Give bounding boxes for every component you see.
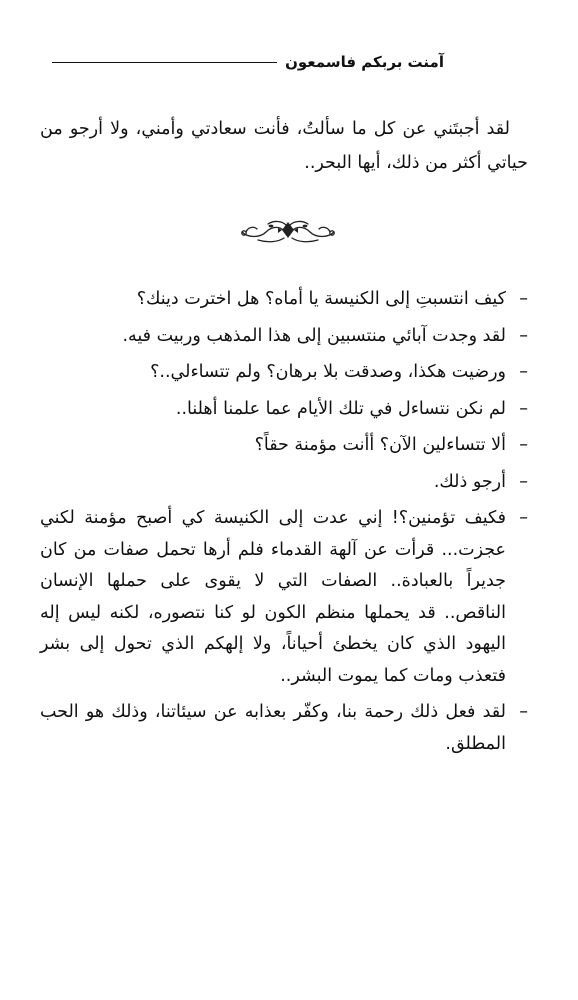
dialogue-text: كيف انتسبتِ إلى الكنيسة يا أماه؟ هل اخترت دينك؟ xyxy=(136,289,506,309)
dialogue-line xyxy=(40,697,528,760)
dialogue-dash: – xyxy=(519,289,528,309)
running-header xyxy=(52,50,444,74)
dialogue-dash: – xyxy=(519,508,528,528)
dialogue-line xyxy=(40,503,528,692)
intro-text: لقد أجبتَني عن كل ما سألتُ، فأنت سعادتي وأمني، ولا أرجو من حياتي أكثر من ذلك، أيها البحر.. xyxy=(40,119,528,173)
dialogue-text: لم نكن نتساءل في تلك الأيام عما علمنا أهلنا.. xyxy=(175,398,506,419)
dialogue xyxy=(40,284,528,765)
intro-paragraph xyxy=(40,112,528,180)
dialogue-dash: – xyxy=(519,435,528,455)
dialogue-text: لقد وجدت آبائي منتسبين إلى هذا المذهب وربيت فيه. xyxy=(122,325,506,346)
dialogue-text: ورضيت هكذا، وصدقت بلا برهان؟ ولم تتساءلي..؟ xyxy=(150,362,506,382)
dialogue-dash: – xyxy=(519,702,528,722)
dialogue-text: ألا تتساءلين الآن؟ أأنت مؤمنة حقاً؟ xyxy=(254,435,506,455)
dialogue-text: لقد فعل ذلك رحمة بنا، وكفّر بعذابه عن سيئاتنا، وذلك هو الحب المطلق. xyxy=(40,702,506,754)
dialogue-line xyxy=(40,284,528,316)
dialogue-line xyxy=(40,321,528,353)
floral-ornament-icon xyxy=(238,212,338,248)
dialogue-line xyxy=(40,467,528,499)
dialogue-text: فكيف تؤمنين؟! إني عدت إلى الكنيسة كي أصبح مؤمنة لكني عجزت... قرأت عن آلهة القدماء فلم أرها تحمل صفات من كان جديراً بالعبادة.. الصفات التي لا يقوى على حملها الإنسان الناقص.. قد يحملها منظم الكون لو كنا نتصوره، لكنه ليس إله اليهود الذي كان يخطئ أحياناً، ولا إلهكم الذي تحول إلى بشر فتعذب ومات كما يموت البشر.. xyxy=(40,508,506,686)
dialogue-dash: – xyxy=(519,471,528,492)
dialogue-line xyxy=(40,430,528,462)
dialogue-dash: – xyxy=(519,325,528,346)
chapter-title: آمنت بربكم فاسمعون xyxy=(285,53,444,71)
dialogue-line xyxy=(40,357,528,389)
dialogue-line xyxy=(40,394,528,426)
dialogue-text: أرجو ذلك. xyxy=(433,471,506,492)
dialogue-dash: – xyxy=(519,398,528,419)
dialogue-dash: – xyxy=(519,362,528,382)
header-rule xyxy=(52,62,277,63)
